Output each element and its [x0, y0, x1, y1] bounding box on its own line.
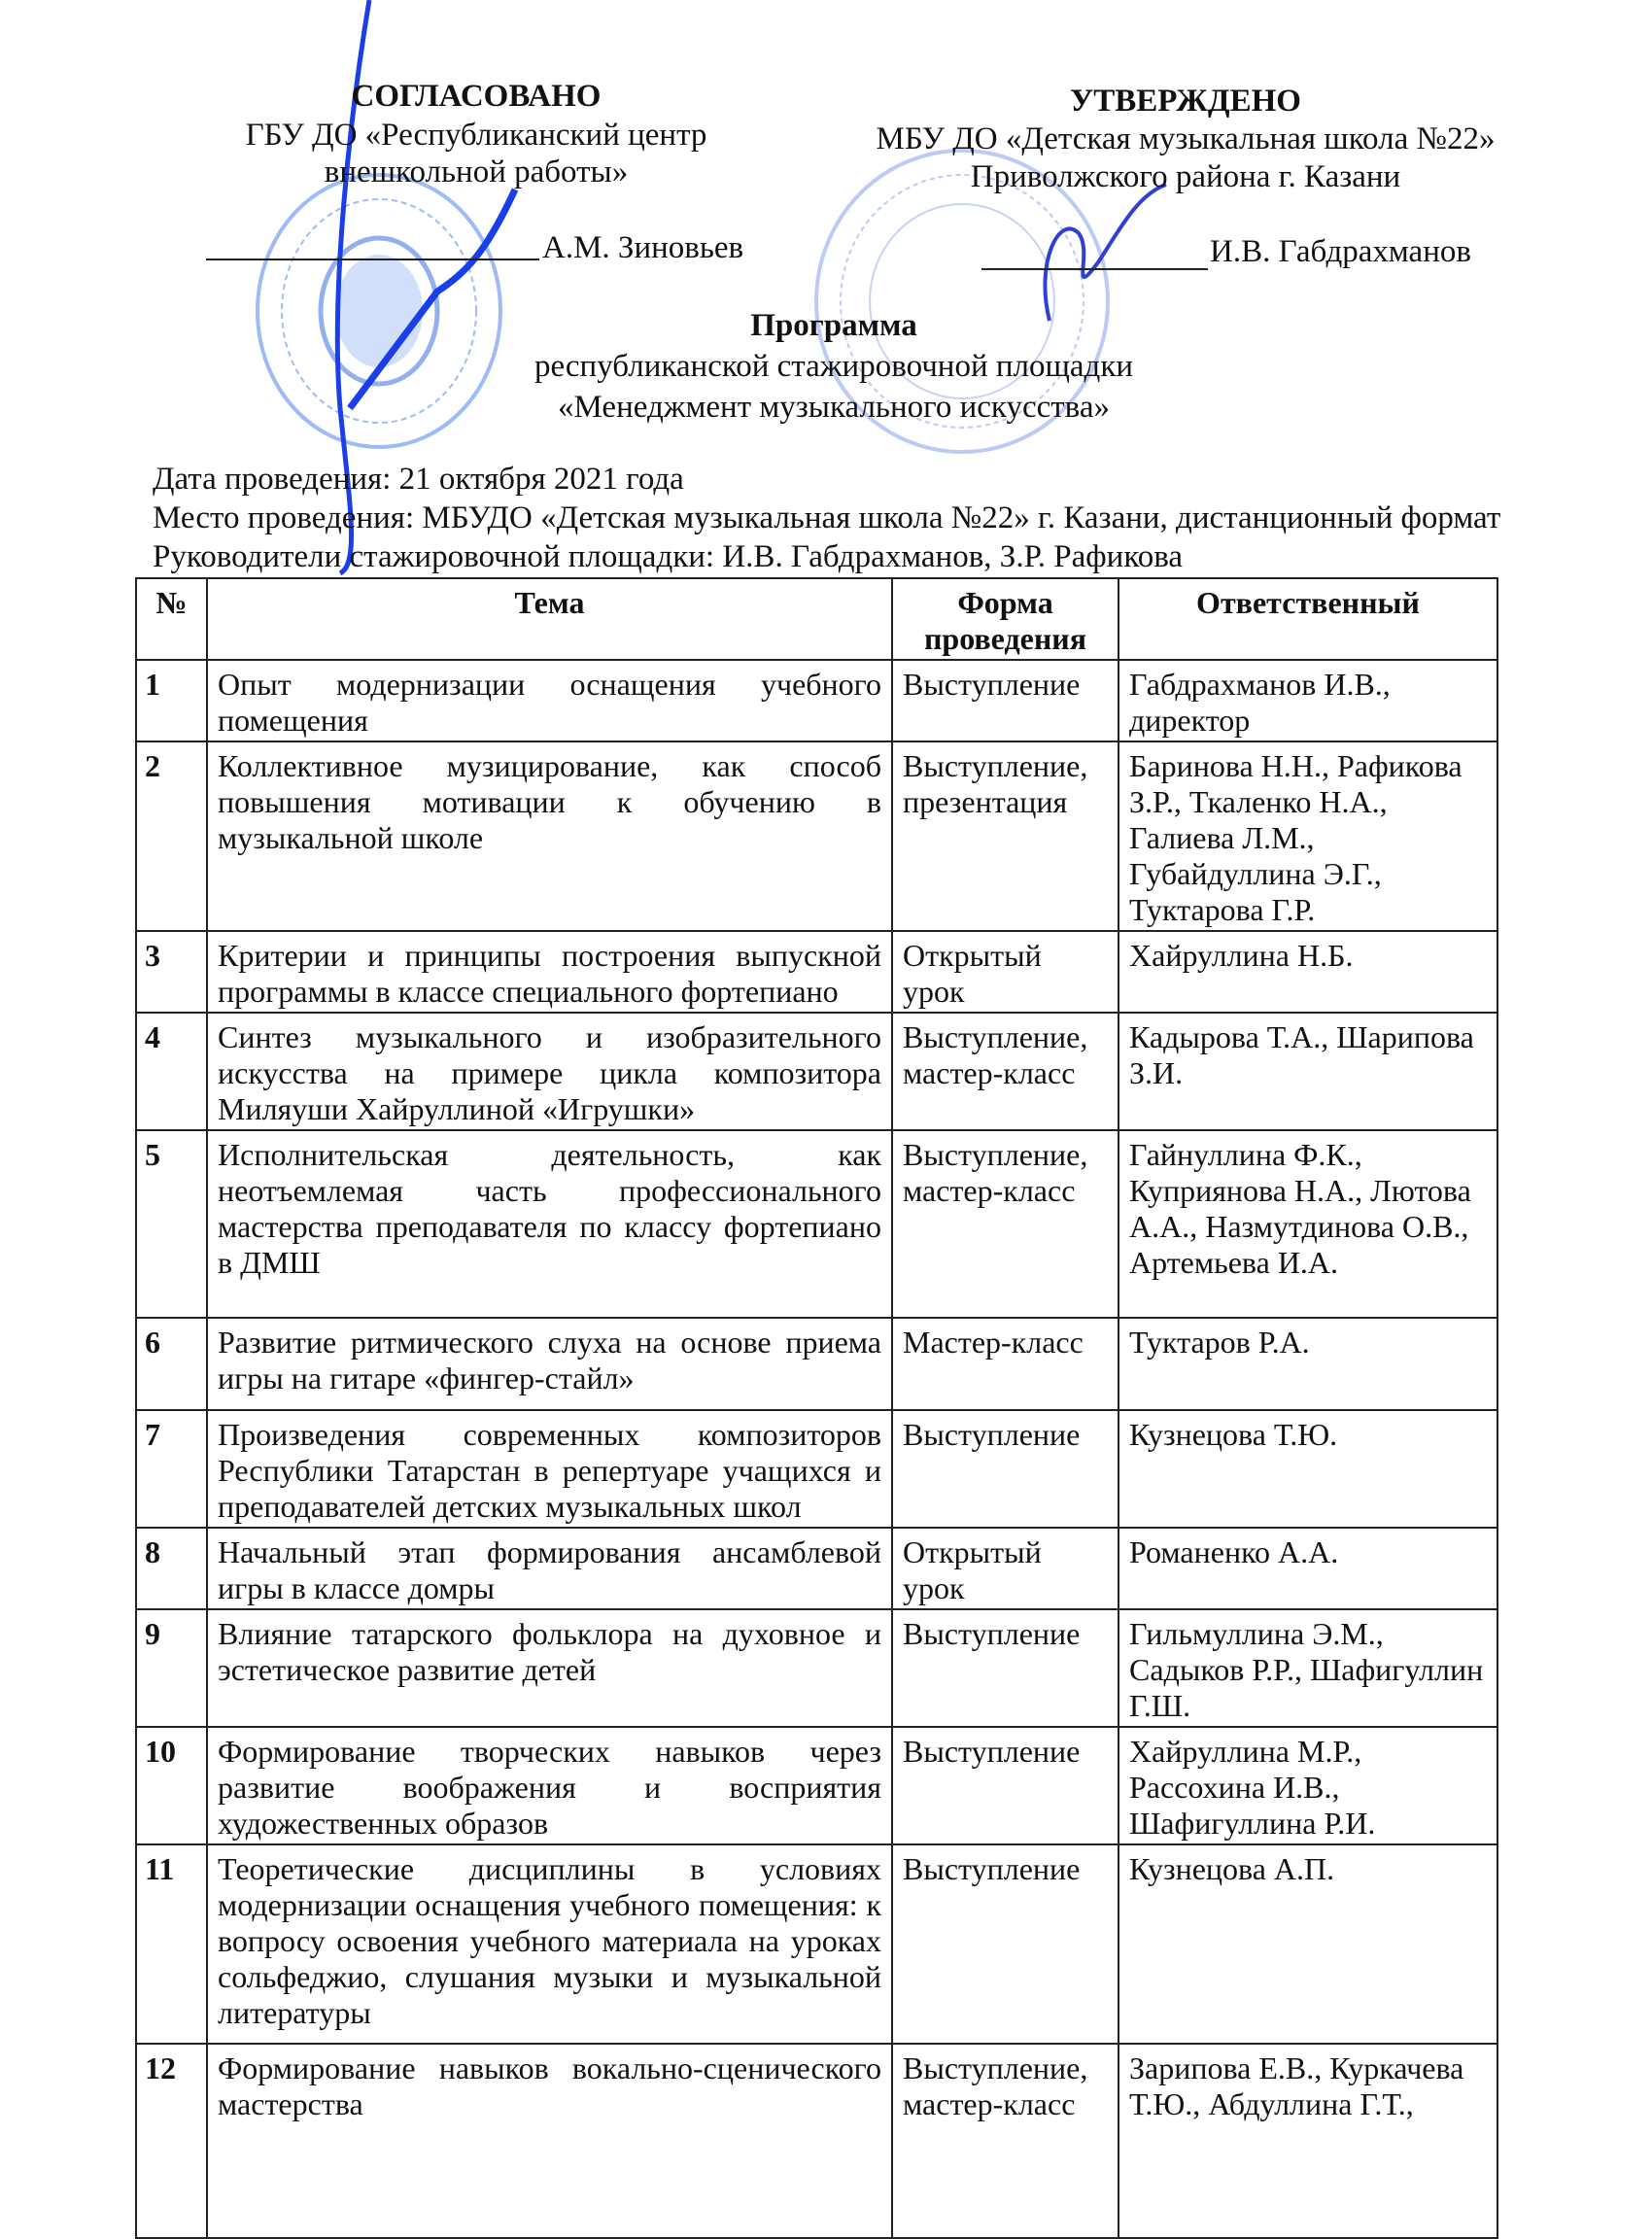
- row-topic: Развитие ритмического слуха на основе приема игры на гитаре «фингер-стайл»: [207, 1318, 892, 1410]
- row-number: 2: [136, 741, 207, 931]
- row-responsible: Кузнецова Т.Ю.: [1119, 1410, 1497, 1528]
- row-form: Открытый урок: [892, 1528, 1119, 1609]
- approved-right-org-line2: Приволжского района г. Казани: [970, 159, 1401, 194]
- row-responsible: Гайнуллина Ф.К., Куприянова Н.А., Лютова А.А., Назмутдинова О.В., Артемьева И.А.: [1119, 1130, 1497, 1318]
- row-form: Выступление: [892, 1410, 1119, 1528]
- row-form: Открытый урок: [892, 931, 1119, 1013]
- row-form: Выступление, мастер-класс: [892, 1130, 1119, 1318]
- row-responsible: Кадырова Т.А., Шарипова З.И.: [1119, 1013, 1497, 1130]
- row-topic: Теоретические дисциплины в условиях модернизации оснащения учебного помещения: к вопросу освоения учебного материала на уроках сольфеджио, слушания музыки и музыкальной литературы: [207, 1844, 892, 2044]
- row-responsible: Габдрахманов И.В., директор: [1119, 660, 1497, 741]
- approved-right-org-line1: МБУ ДО «Детская музыкальная школа №22»: [876, 121, 1496, 156]
- row-form: Выступление, мастер-класс: [892, 1013, 1119, 1130]
- row-topic: Формирование творческих навыков через развитие воображения и восприятия художественных образов: [207, 1727, 892, 1844]
- row-form: Выступление: [892, 1727, 1119, 1844]
- row-number: 12: [136, 2044, 207, 2238]
- row-number: 9: [136, 1609, 207, 1727]
- row-topic: Формирование навыков вокально-сценического мастерства: [207, 2044, 892, 2238]
- table-row: [136, 741, 1497, 931]
- approved-right-heading: УТВЕРЖДЕНО: [1070, 84, 1301, 119]
- table-row: [136, 1528, 1497, 1609]
- table-row: [136, 1609, 1497, 1727]
- event-date: Дата проведения: 21 октября 2021 года: [153, 462, 684, 497]
- row-form: Выступление: [892, 1609, 1119, 1727]
- row-topic: Опыт модернизации оснащения учебного помещения: [207, 660, 892, 741]
- table-row: [136, 1844, 1497, 2044]
- document-program-name: «Менеджмент музыкального искусства»: [558, 390, 1110, 425]
- row-form: Мастер-класс: [892, 1318, 1119, 1410]
- row-responsible: Хайруллина М.Р., Рассохина И.В., Шафигуллина Р.И.: [1119, 1727, 1497, 1844]
- table-row: [136, 1013, 1497, 1130]
- table-row: [136, 2044, 1497, 2238]
- row-form: Выступление, презентация: [892, 741, 1119, 931]
- signature-line-left: [206, 258, 539, 260]
- row-topic: Синтез музыкального и изобразительного искусства на примере цикла композитора Миляуши Хайруллиной «Игрушки»: [207, 1013, 892, 1130]
- row-form: Выступление: [892, 1844, 1119, 2044]
- header-topic: Тема: [207, 578, 892, 660]
- row-responsible: Туктаров Р.А.: [1119, 1318, 1497, 1410]
- event-place: Место проведения: МБУДО «Детская музыкальная школа №22» г. Казани, дистанционный формат: [153, 500, 1501, 535]
- row-number: 8: [136, 1528, 207, 1609]
- row-responsible: Романенко А.А.: [1119, 1528, 1497, 1609]
- row-number: 10: [136, 1727, 207, 1844]
- header-responsible: Ответственный: [1119, 578, 1497, 660]
- signature-line-right: [981, 268, 1208, 270]
- document-subtitle: республиканской стажировочной площадки: [533, 349, 1134, 384]
- row-responsible: Кузнецова А.П.: [1119, 1844, 1497, 2044]
- row-topic: Влияние татарского фольклора на духовное и эстетическое развитие детей: [207, 1609, 892, 1727]
- row-topic: Коллективное музицирование, как способ повышения мотивации к обучению в музыкальной школе: [207, 741, 892, 931]
- approved-left-signatory: А.М. Зиновьев: [542, 230, 744, 265]
- row-topic: Начальный этап формирования ансамблевой игры в классе домры: [207, 1528, 892, 1609]
- row-number: 1: [136, 660, 207, 741]
- table-row: [136, 931, 1497, 1013]
- table-row: [136, 1130, 1497, 1318]
- row-number: 5: [136, 1130, 207, 1318]
- row-number: 6: [136, 1318, 207, 1410]
- document-title: Программа: [750, 308, 917, 343]
- row-number: 3: [136, 931, 207, 1013]
- table-row: [136, 1318, 1497, 1410]
- row-topic: Критерии и принципы построения выпускной программы в классе специального фортепиано: [207, 931, 892, 1013]
- row-number: 7: [136, 1410, 207, 1528]
- event-leaders: Руководители стажировочной площадки: И.В. Габдрахманов, З.Р. Рафикова: [153, 539, 1183, 574]
- approved-left-heading: СОГЛАСОВАНО: [351, 79, 602, 114]
- header-form: Форма проведения: [892, 578, 1119, 660]
- row-responsible: Хайруллина Н.Б.: [1119, 931, 1497, 1013]
- row-topic: Исполнительская деятельность, как неотъемлемая часть профессионального мастерства преподавателя по классу фортепиано в ДМШ: [207, 1130, 892, 1318]
- table-header-row: [136, 578, 1497, 660]
- table-row: [136, 660, 1497, 741]
- row-number: 11: [136, 1844, 207, 2044]
- row-responsible: Зарипова Е.В., Куркачева Т.Ю., Абдуллина Г.Т.,: [1119, 2044, 1497, 2238]
- row-responsible: Баринова Н.Н., Рафикова З.Р., Ткаленко Н.А., Галиева Л.М., Губайдуллина Э.Г., Туктарова Г.Р.: [1119, 741, 1497, 931]
- header-number: №: [136, 578, 207, 660]
- row-form: Выступление: [892, 660, 1119, 741]
- approved-left-org-line1: ГБУ ДО «Республиканский центр: [245, 118, 707, 153]
- table-row: [136, 1727, 1497, 1844]
- row-number: 4: [136, 1013, 207, 1130]
- row-responsible: Гильмуллина Э.М., Садыков Р.Р., Шафигуллин Г.Ш.: [1119, 1609, 1497, 1727]
- row-form: Выступление, мастер-класс: [892, 2044, 1119, 2238]
- table-row: [136, 1410, 1497, 1528]
- program-table: [135, 577, 1498, 2239]
- approved-left-org-line2: внешкольной работы»: [324, 155, 629, 189]
- row-topic: Произведения современных композиторов Республики Татарстан в репертуаре учащихся и преподавателей детских музыкальных школ: [207, 1410, 892, 1528]
- approved-right-signatory: И.В. Габдрахманов: [1210, 234, 1471, 269]
